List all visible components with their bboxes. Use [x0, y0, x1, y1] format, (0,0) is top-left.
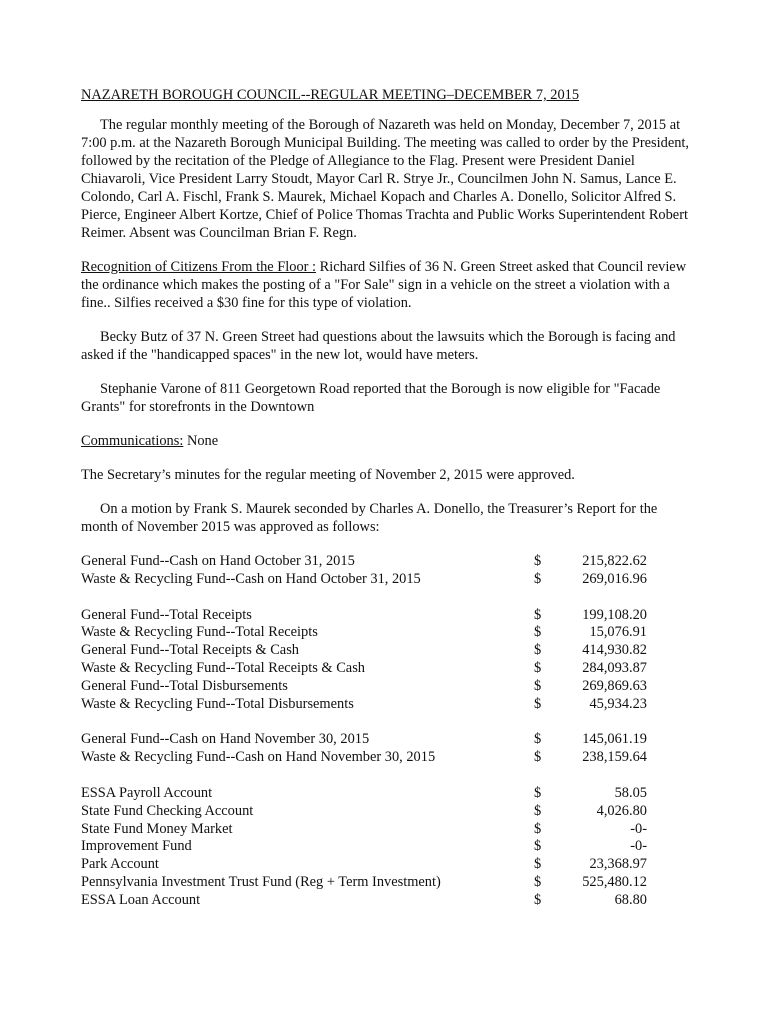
page-title: NAZARETH BOROUGH COUNCIL--REGULAR MEETING–DECEMBER 7, 2015	[81, 87, 580, 103]
dollar-sign: $	[534, 677, 542, 694]
dollar-sign: $	[534, 749, 542, 766]
ledger-amount: 238,159.64	[582, 749, 647, 766]
treasurer-paragraph: On a motion by Frank S. Maurek seconded by Charles A. Donello, the Treasurer’s Report for the month of November 2015 was approved as follows:	[81, 501, 658, 535]
ledger-label: ESSA Payroll Account	[81, 784, 213, 801]
ledger-amount: 68.80	[614, 891, 647, 908]
dollar-sign: $	[534, 856, 542, 873]
ledger-amount: 269,869.63	[582, 677, 647, 694]
minutes-paragraph: The Secretary’s minutes for the regular meeting of November 2, 2015 were approved.	[81, 467, 575, 483]
ledger-label: Waste & Recycling Fund--Total Receipts & Cash	[81, 659, 365, 676]
ledger-amount: 215,822.62	[582, 553, 647, 569]
ledger-row	[81, 623, 691, 641]
ledger-group-nov	[81, 730, 691, 766]
intro-paragraph: The regular monthly meeting of the Borough of Nazareth was held on Monday, December 7, 2015 at 7:00 p.m. at the Nazareth Borough Municipal Building. The meeting was called to order by the President, followed by the recitation of the Pledge of Allegiance to the Flag. Present were President Daniel Chiavaroli, Vice President Larry Stoudt, Mayor Carl R. Strye Jr., Councilmen John N. Samus, Lance E. Colondo, Carl A. Fischl, Frank S. Maurek, Michael Kopach and Charles A. Donello, Solicitor Alfred S. Pierce, Engineer Albert Kortze, Chief of Police Thomas Trachta and Public Works Superintendent Robert Reimer. Absent was Councilman Brian F. Regn.	[81, 117, 689, 241]
dollar-sign: $	[534, 695, 542, 712]
butz-paragraph: Becky Butz of 37 N. Green Street had questions about the lawsuits which the Borough is facing and asked if the "handicapped spaces" in the new lot, would have meters.	[81, 329, 676, 363]
dollar-sign: $	[534, 820, 542, 837]
ledger-label: State Fund Checking Account	[81, 802, 254, 819]
ledger-amount: 4,026.80	[596, 802, 647, 819]
dollar-sign: $	[534, 570, 542, 587]
ledger-group-totals	[81, 606, 691, 713]
ledger-amount: 284,093.87	[582, 659, 647, 676]
ledger-amount: 525,480.12	[582, 873, 647, 890]
ledger-amount: 145,061.19	[582, 731, 647, 748]
ledger-label: Park Account	[81, 856, 159, 873]
ledger-label: General Fund--Total Receipts & Cash	[81, 642, 299, 659]
ledger-row	[81, 802, 691, 820]
dollar-sign: $	[534, 838, 542, 855]
ledger-label: Waste & Recycling Fund--Total Disbursements	[81, 695, 354, 712]
dollar-sign: $	[534, 802, 542, 819]
ledger-row	[81, 552, 691, 570]
recognition-paragraph	[81, 258, 691, 312]
dollar-sign: $	[534, 873, 542, 890]
ledger-row	[81, 784, 691, 802]
ledger-amount: 414,930.82	[582, 642, 647, 659]
ledger-row	[81, 641, 691, 659]
ledger-amount: -0-	[630, 820, 647, 837]
ledger-label: General Fund--Cash on Hand November 30, 2015	[81, 731, 370, 748]
ledger-amount: 58.05	[614, 784, 647, 801]
ledger-row	[81, 695, 691, 713]
ledger-label: State Fund Money Market	[81, 820, 233, 837]
ledger-label: ESSA Loan Account	[81, 891, 201, 908]
ledger-label: Waste & Recycling Fund--Total Receipts	[81, 624, 318, 641]
ledger-group-oct	[81, 552, 691, 588]
dollar-sign: $	[534, 659, 542, 676]
recognition-heading: Recognition of Citizens From the Floor :	[81, 259, 317, 275]
ledger-row	[81, 606, 691, 624]
ledger-label: Waste & Recycling Fund--Cash on Hand November 30, 2015	[81, 749, 436, 766]
ledger-label: General Fund--Total Receipts	[81, 606, 252, 623]
ledger-row	[81, 730, 691, 748]
ledger-amount: 23,368.97	[589, 856, 647, 873]
dollar-sign: $	[534, 784, 542, 801]
ledger-row	[81, 677, 691, 695]
ledger-row	[81, 748, 691, 766]
ledger-row	[81, 837, 691, 855]
ledger-label: General Fund--Cash on Hand October 31, 2015	[81, 553, 355, 569]
recognition-text: Richard Silfies of 36 N. Green Street asked that Council review the ordinance which makes the posting of a "For Sale" sign in a vehicle on the street a violation with a fine.. Silfies received a $30 fine for this type of violation.	[81, 259, 687, 311]
ledger-label: General Fund--Total Disbursements	[81, 677, 288, 694]
ledger-amount: 269,016.96	[582, 570, 647, 587]
ledger-label: Waste & Recycling Fund--Cash on Hand October 31, 2015	[81, 570, 421, 587]
communications-paragraph	[81, 432, 691, 450]
ledger-amount: 45,934.23	[589, 695, 647, 712]
dollar-sign: $	[534, 891, 542, 908]
ledger-amount: 15,076.91	[589, 624, 647, 641]
ledger-row	[81, 570, 691, 588]
ledger-row	[81, 873, 691, 891]
ledger-label: Pennsylvania Investment Trust Fund (Reg + Term Investment)	[81, 873, 441, 890]
dollar-sign: $	[534, 642, 542, 659]
communications-text: None	[183, 433, 219, 449]
document-page	[81, 86, 691, 927]
ledger-label: Improvement Fund	[81, 838, 192, 855]
dollar-sign: $	[534, 553, 542, 569]
communications-heading: Communications:	[81, 433, 184, 449]
ledger-row	[81, 659, 691, 677]
dollar-sign: $	[534, 606, 542, 623]
ledger-group-accounts	[81, 784, 691, 909]
ledger-amount: 199,108.20	[582, 606, 647, 623]
dollar-sign: $	[534, 624, 542, 641]
ledger-row	[81, 855, 691, 873]
ledger-amount: -0-	[630, 838, 647, 855]
dollar-sign: $	[534, 731, 542, 748]
ledger-row	[81, 891, 691, 909]
ledger-row	[81, 820, 691, 838]
varone-paragraph: Stephanie Varone of 811 Georgetown Road reported that the Borough is now eligible for "Facade Grants" for storefronts in the Downtown	[81, 381, 661, 415]
